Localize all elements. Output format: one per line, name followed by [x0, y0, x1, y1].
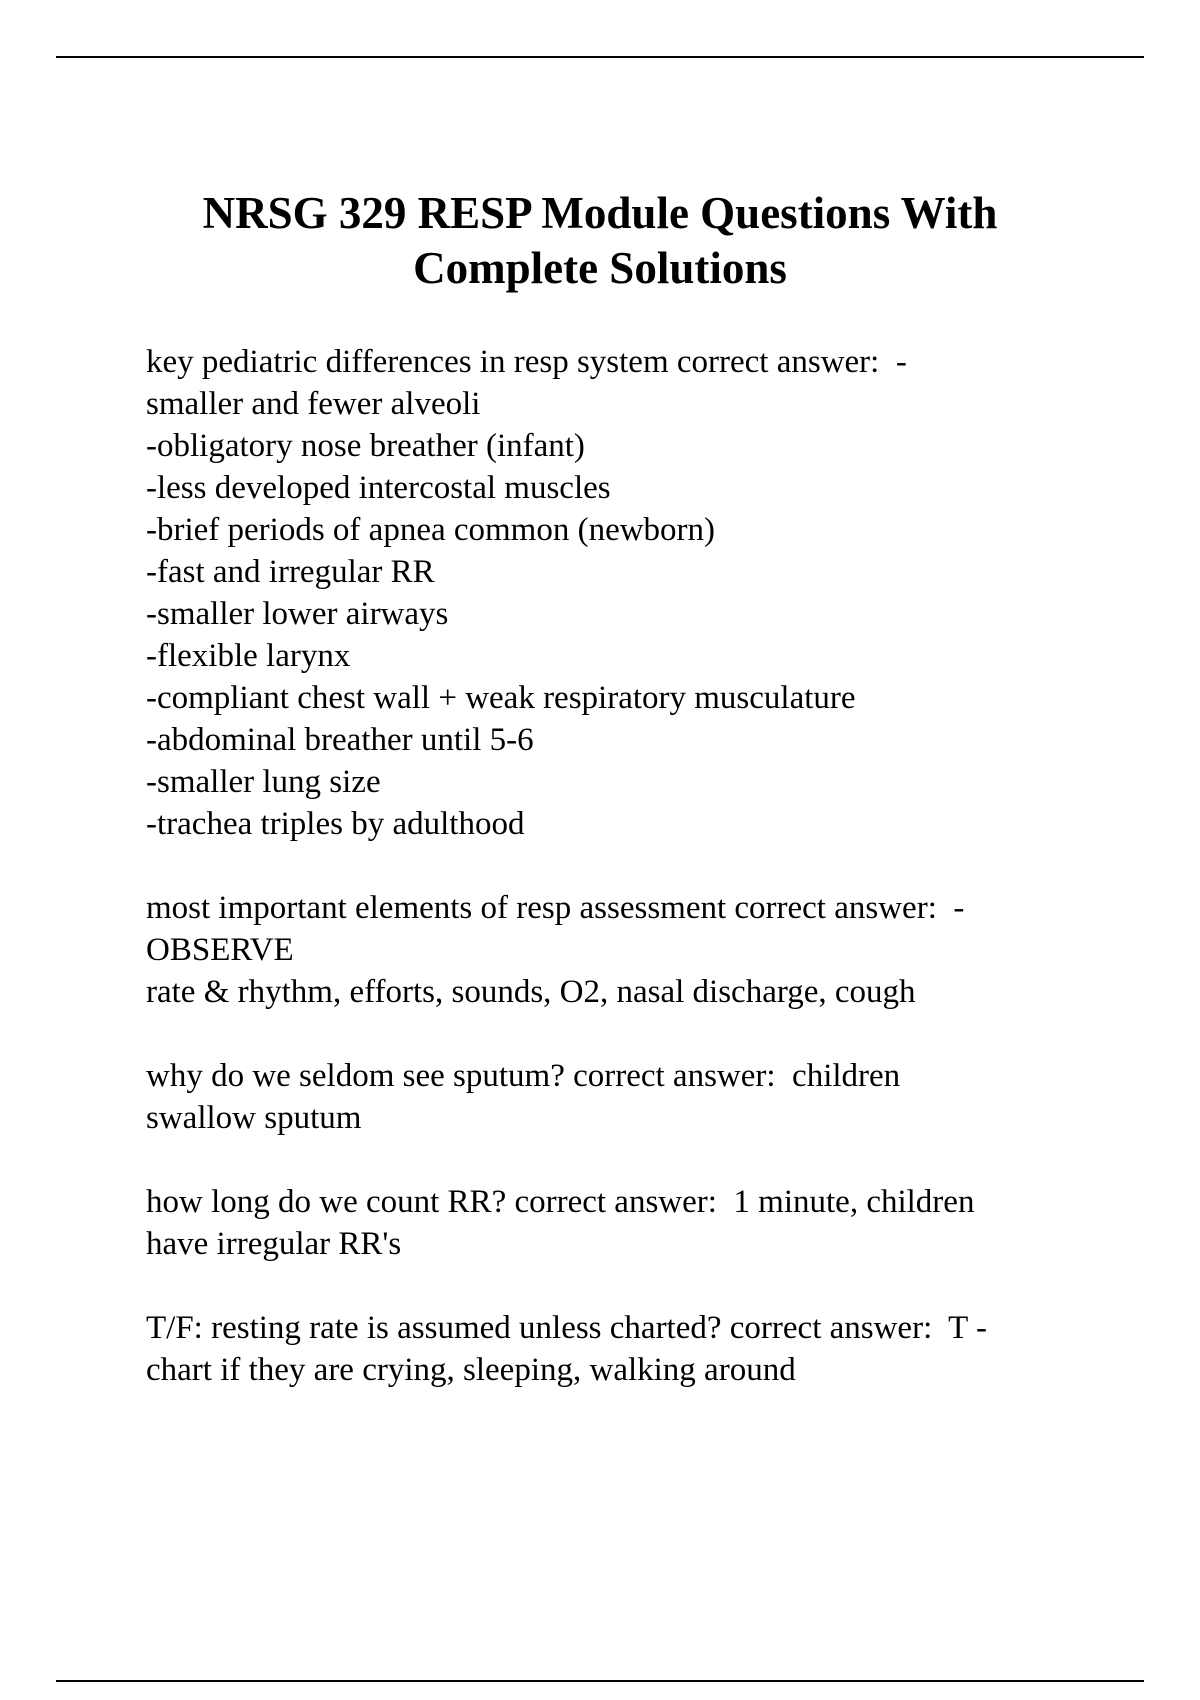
qa-line: T/F: resting rate is assumed unless charted? correct answer: T -: [146, 1310, 987, 1346]
qa-line: -trachea triples by adulthood: [146, 806, 525, 842]
qa-line: -smaller lung size: [146, 764, 381, 800]
qa-entry-5: [146, 1307, 1096, 1391]
qa-entry-3: [146, 1055, 1096, 1139]
qa-line: -obligatory nose breather (infant): [146, 428, 585, 464]
qa-line: why do we seldom see sputum? correct answer: children: [146, 1058, 901, 1094]
qa-entry-1: [146, 341, 1096, 845]
qa-line: most important elements of resp assessment correct answer: -: [146, 890, 965, 926]
qa-line: how long do we count RR? correct answer: 1 minute, children: [146, 1184, 975, 1220]
qa-line: have irregular RR's: [146, 1226, 402, 1262]
qa-line: -less developed intercostal muscles: [146, 470, 611, 506]
qa-line: -brief periods of apnea common (newborn): [146, 512, 716, 548]
qa-entry-2: [146, 887, 1096, 1013]
qa-line: -fast and irregular RR: [146, 554, 435, 590]
qa-line: OBSERVE: [146, 932, 294, 968]
bottom-rule: [56, 1680, 1144, 1682]
qa-list: [146, 341, 1096, 1433]
qa-line: smaller and fewer alveoli: [146, 386, 481, 422]
qa-line: -compliant chest wall + weak respiratory musculature: [146, 680, 856, 716]
page-title: [56, 186, 1144, 296]
qa-line: chart if they are crying, sleeping, walking around: [146, 1352, 796, 1388]
qa-line: -abdominal breather until 5-6: [146, 722, 534, 758]
title-line-2: Complete Solutions: [413, 243, 787, 293]
top-rule: [56, 56, 1144, 58]
qa-line: -flexible larynx: [146, 638, 351, 674]
qa-line: rate & rhythm, efforts, sounds, O2, nasal discharge, cough: [146, 974, 916, 1010]
qa-entry-4: [146, 1181, 1096, 1265]
qa-line: swallow sputum: [146, 1100, 362, 1136]
qa-line: key pediatric differences in resp system correct answer: -: [146, 344, 907, 380]
qa-line: -smaller lower airways: [146, 596, 449, 632]
title-line-1: NRSG 329 RESP Module Questions With: [202, 188, 998, 238]
